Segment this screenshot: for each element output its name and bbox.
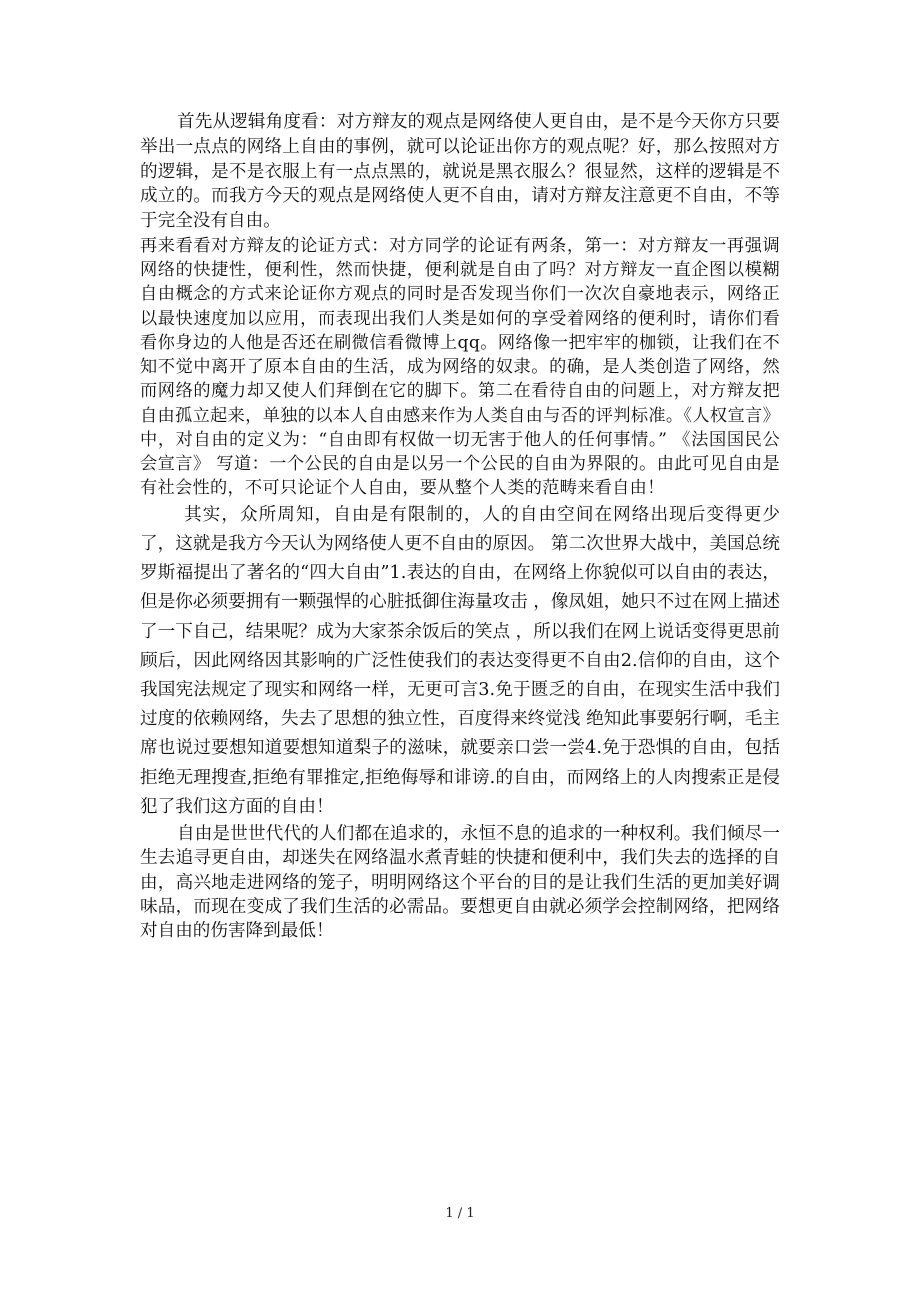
document-body	[140, 110, 780, 943]
paragraph-logic: 首先从逻辑角度看：对方辩友的观点是网络使人更自由，是不是今天你方只要举出一点点的网络上自由的事例，就可以论证出你方的观点呢？好，那么按照对方的逻辑，是不是衣服上有一点点黑的，就说是黑衣服么？很显然，这样的逻辑是不成立的。而我方今天的观点是网络使人更不自由，请对方辩友注意更不自由，不等于完全没有自由。	[140, 112, 780, 232]
paragraph-argument-method: 再来看看对方辩友的论证方式：对方同学的论证有两条，第一：对方辩友一再强调网络的快捷性，便利性，然而快捷，便利就是自由了吗？对方辩友一直企图以模糊自由概念的方式来论证你方观点的同时是否发现当你们一次次自豪地表示，网络正以最快速度加以应用，而表现出我们人类是如何的享受着网络的便利时，请你们看看你身边的人他是否还在刷微信看微博上qq。网络像一把牢牢的枷锁，让我们在不知不觉中离开了原本自由的生活，成为网络的奴隶。的确，是人类创造了网络，然而网络的魔力却又使人们拜倒在它的脚下。第二在看待自由的问题上，对方辩友把自由孤立起来，单独的以本人自由感来作为人类自由与否的评判标准。《人权宣言》中，对自由的定义为：“自由即有权做一切无害于他人的任何事情。” 《法国国民公会宣言》 写道：一个公民的自由是以另一个公民的自由为界限的。由此可见自由是有社会性的，不可只论证个人自由，要从整个人类的范畴来看自由！	[140, 235, 780, 499]
paragraph-four-freedoms: 其实，众所周知，自由是有限制的，人的自由空间在网络出现后变得更少了，这就是我方今天认为网络使人更不自由的原因。 第二次世界大战中，美国总统罗斯福提出了著名的“四大自由”1.表达的自由，在网络上你貌似可以自由的表达，但是你必须要拥有一颗强悍的心脏抵御住海量攻击 ，像凤姐，她只不过在网上描述了一下自己，结果呢？成为大家茶余饭后的笑点 ，所以我们在网上说话变得更思前顾后，因此网络因其影响的广泛性使我们的表达变得更不自由2.信仰的自由，这个我国宪法规定了现实和网络一样，无更可言3.免于匮乏的自由，在现实生活中我们过度的依赖网络，失去了思想的独立性，百度得来终觉浅 绝知此事要躬行啊，毛主席也说过要想知道要想知道梨子的滋味，就要亲口尝一尝4.免于恐惧的自由，包括拒绝无理搜查,拒绝有罪推定,拒绝侮辱和诽谤.的自由，而网络上的人肉搜索正是侵犯了我们这方面的自由！	[140, 504, 780, 817]
page-number: 1 / 1	[445, 1206, 475, 1221]
paragraph-conclusion: 自由是世世代代的人们都在追求的，永恒不息的追求的一种权利。我们倾尽一生去追寻更自由，却迷失在网络温水煮青蛙的快捷和便利中，我们失去的选择的自由，高兴地走进网络的笼子，明明网络这个平台的目的是让我们生活的更加美好调味品，而现在变成了我们生活的必需品。要想更自由就必须学会控制网络，把网络对自由的伤害降到最低！	[140, 823, 780, 942]
